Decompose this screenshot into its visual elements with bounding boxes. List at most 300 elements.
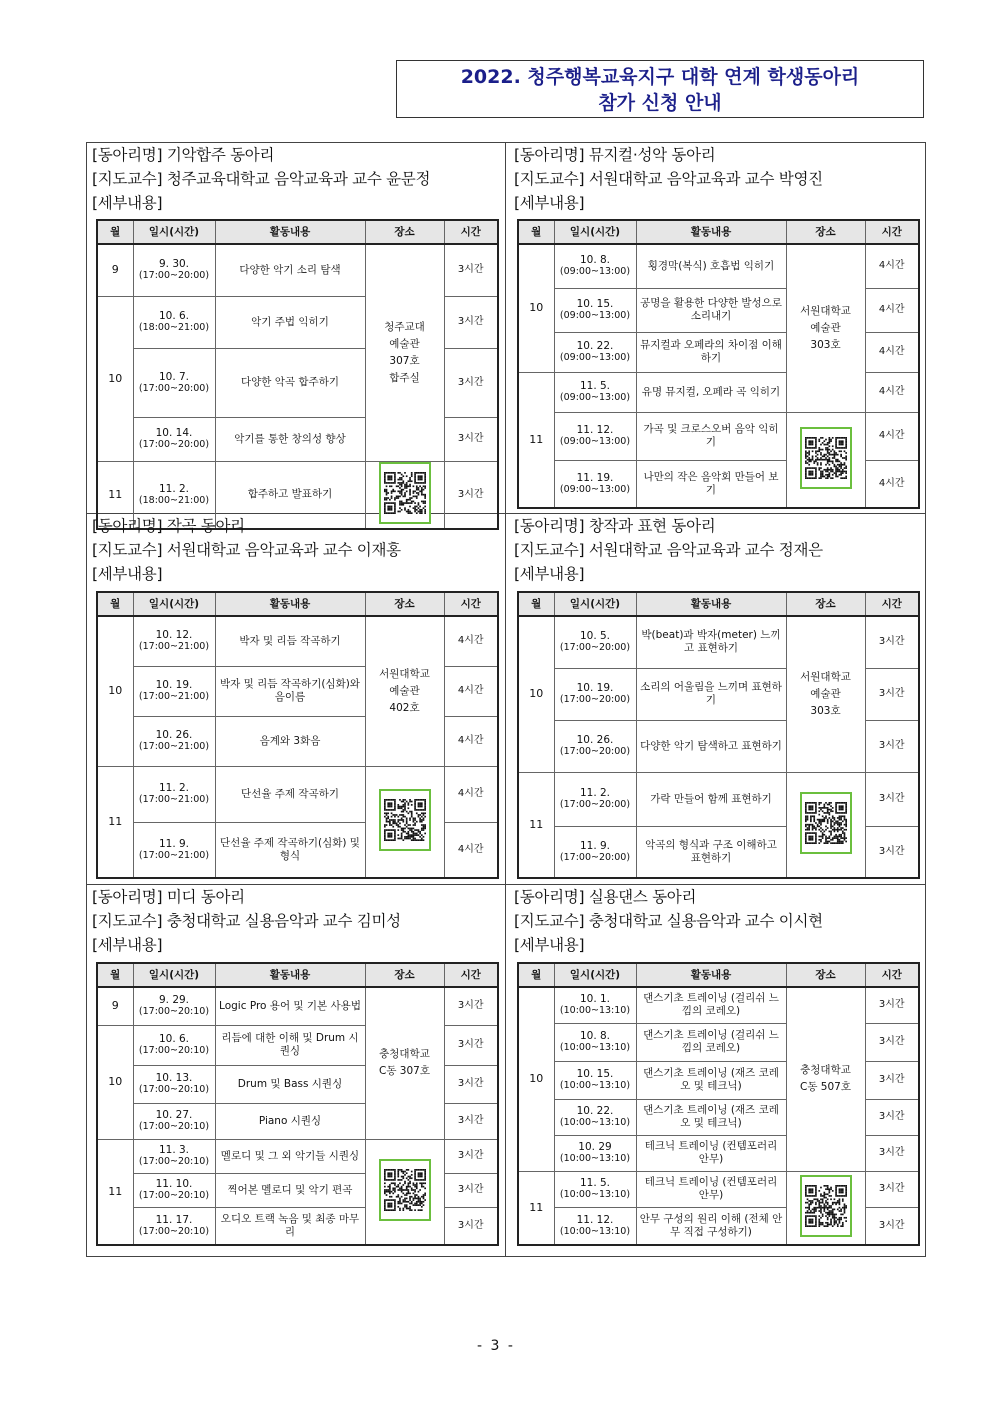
table-header-row <box>97 220 498 244</box>
date-text: 10. 8. <box>579 1030 611 1042</box>
hours-cell: 3시간 <box>444 417 498 461</box>
time-text: (17:00~20:00) <box>138 270 210 282</box>
header-date: 일시(시간) <box>133 963 215 987</box>
activity-cell: 나만의 작은 음악회 만들어 보기 <box>636 460 786 508</box>
date-cell <box>133 1025 215 1065</box>
activity-cell: 댄스기초 트레이닝 (걸리쉬 느낌의 코레오) <box>636 1023 786 1061</box>
month-cell: 11 <box>97 1139 133 1245</box>
activity-cell: 악기를 통한 창의성 향상 <box>215 417 365 461</box>
activity-cell: 악곡의 형식과 구조 이해하고 표현하기 <box>636 826 786 878</box>
activity-cell: 찍어본 멜로디 및 악기 편곡 <box>215 1173 365 1207</box>
time-text: (17:00~21:00) <box>138 794 210 805</box>
table-row <box>97 1139 498 1173</box>
date-cell <box>554 372 636 412</box>
date-text: 11. 10. <box>155 1178 193 1190</box>
hours-cell: 3시간 <box>865 1099 919 1135</box>
hours-cell: 3시간 <box>865 1135 919 1171</box>
table-header-row <box>97 963 498 987</box>
place-line: 303호 <box>810 704 841 717</box>
activity-cell: 댄스기초 트레이닝 (재즈 코레오 및 테크닉) <box>636 1099 786 1135</box>
hours-cell: 4시간 <box>865 460 919 508</box>
club-detail: [세부내용] <box>92 936 163 954</box>
table-header-row <box>518 592 919 616</box>
qr-code-graphic <box>384 467 426 519</box>
activity-cell: 다양한 악기 탐색하고 표현하기 <box>636 720 786 772</box>
date-text: 11. 17. <box>155 1213 193 1226</box>
activity-cell: 합주하고 발표하기 <box>215 461 365 529</box>
place-cell <box>365 987 444 1139</box>
date-cell <box>554 668 636 720</box>
time-text: (17:00~20:10) <box>138 1006 210 1018</box>
time-text: (17:00~20:00) <box>559 642 631 654</box>
activity-cell: 오디오 트랙 녹음 및 최종 마무리 <box>215 1207 365 1245</box>
date-cell <box>133 1103 215 1139</box>
date-text: 11. 12. <box>576 424 614 436</box>
month-cell: 10 <box>97 616 133 766</box>
table-row <box>518 616 919 668</box>
club-advisor: [지도교수] 서원대학교 음악교육과 교수 박영진 <box>514 170 823 188</box>
activity-cell: 테크닉 트레이닝 (컨템포러리 안무) <box>636 1135 786 1171</box>
header-place: 장소 <box>365 592 444 616</box>
time-text: (10:00~13:10) <box>559 1042 631 1053</box>
club-advisor: [지도교수] 충청대학교 실용음악과 교수 이시현 <box>514 912 823 930</box>
date-text: 11. 5. <box>579 380 611 392</box>
time-text: (10:00~13:10) <box>559 1080 631 1091</box>
activity-cell: 공명을 활용한 다양한 발성으로 소리내기 <box>636 288 786 332</box>
hours-cell: 4시간 <box>444 666 498 716</box>
schedule-table <box>96 219 499 530</box>
club-advisor: [지도교수] 충청대학교 실용음악과 교수 김미성 <box>92 912 401 930</box>
hours-cell: 3시간 <box>865 1171 919 1207</box>
activity-cell: 댄스기초 트레이닝 (재즈 코레오 및 테크닉) <box>636 1061 786 1099</box>
date-cell <box>133 1207 215 1245</box>
activity-cell: 가곡 및 크로스오버 음악 익히기 <box>636 412 786 460</box>
date-cell <box>554 1099 636 1135</box>
qr-code-graphic <box>384 794 426 846</box>
date-text: 10. 19. <box>576 682 614 694</box>
qr-code-icon[interactable] <box>379 789 431 851</box>
place-line: C동 307호 <box>379 1065 430 1078</box>
activity-cell: 박자 및 리듬 작곡하기 <box>215 616 365 666</box>
date-cell <box>133 1065 215 1103</box>
table-header-row <box>518 963 919 987</box>
header-activity: 활동내용 <box>215 963 365 987</box>
hours-cell: 3시간 <box>444 1103 498 1139</box>
time-text: (10:00~13:10) <box>559 1005 631 1017</box>
date-cell <box>554 1135 636 1171</box>
hours-cell: 4시간 <box>444 822 498 878</box>
date-cell <box>554 1171 636 1207</box>
hours-cell: 3시간 <box>444 296 498 348</box>
header-place: 장소 <box>365 220 444 244</box>
date-text: 10. 15. <box>576 1068 614 1080</box>
activity-cell: 안무 구성의 원리 이해 (전체 안무 직접 구성하기) <box>636 1207 786 1245</box>
time-text: (17:00~21:00) <box>138 691 210 702</box>
time-text: (17:00~20:00) <box>559 694 631 705</box>
date-text: 10. 15. <box>576 298 614 310</box>
place-line: 충청대학교 <box>800 1064 851 1077</box>
time-text: (17:00~20:10) <box>138 1084 210 1095</box>
header-month: 월 <box>518 963 554 987</box>
date-text: 11. 19. <box>576 471 614 484</box>
place-line: 청주교대 <box>384 320 425 333</box>
club-name: [동아리명] 뮤지컬·성악 동아리 <box>514 146 716 164</box>
schedule-table <box>96 962 499 1246</box>
date-cell <box>133 822 215 878</box>
activity-cell: 가락 만들어 함께 표현하기 <box>636 772 786 826</box>
month-cell: 10 <box>518 244 554 372</box>
time-text: (10:00~13:10) <box>559 1153 631 1164</box>
activity-cell: 뮤지컬과 오페라의 차이점 이해하기 <box>636 332 786 372</box>
hours-cell: 3시간 <box>444 1139 498 1173</box>
date-text: 11. 2. <box>158 782 190 794</box>
date-cell <box>554 987 636 1023</box>
club-detail: [세부내용] <box>514 936 585 954</box>
hours-cell: 4시간 <box>444 766 498 822</box>
hours-cell: 3시간 <box>865 1061 919 1099</box>
place-line: 예술관 <box>389 684 420 697</box>
place-line: C동 507호 <box>800 1081 851 1094</box>
place-line: 예술관 <box>389 337 420 350</box>
club-name: [동아리명] 미디 동아리 <box>92 888 245 906</box>
header-hours: 시간 <box>865 592 919 616</box>
date-text: 9. 29. <box>158 994 190 1007</box>
title-line-2: 참가 신청 안내 <box>598 92 722 114</box>
place-cell <box>786 987 865 1171</box>
time-text: (18:00~21:00) <box>138 494 210 506</box>
activity-cell: 횡경막(복식) 호흡법 익히기 <box>636 244 786 288</box>
date-text: 10. 13. <box>155 1072 193 1084</box>
date-cell <box>554 1023 636 1061</box>
month-cell: 10 <box>97 1025 133 1139</box>
activity-cell: 멜로디 및 그 외 악기들 시퀀싱 <box>215 1139 365 1173</box>
month-cell: 11 <box>97 766 133 878</box>
date-cell <box>554 460 636 508</box>
activity-cell: Drum 및 Bass 시퀀싱 <box>215 1065 365 1103</box>
date-cell <box>133 1173 215 1207</box>
time-text: (09:00~13:00) <box>559 310 631 321</box>
activity-cell: Logic Pro 용어 및 기본 사용법 <box>215 987 365 1025</box>
time-text: (17:00~20:00) <box>138 382 210 394</box>
grid-divider-vertical <box>505 142 506 1257</box>
activity-cell: 단선율 주제 작곡하기 <box>215 766 365 822</box>
header-place: 장소 <box>786 220 865 244</box>
qr-cell <box>365 461 444 529</box>
time-text: (18:00~21:00) <box>138 322 210 333</box>
month-cell: 10 <box>518 987 554 1171</box>
time-text: (17:00~20:00) <box>559 799 631 810</box>
header-month: 월 <box>97 220 133 244</box>
date-cell <box>133 348 215 417</box>
date-cell <box>554 616 636 668</box>
date-text: 10. 19. <box>155 679 193 691</box>
time-text: (17:00~20:00) <box>559 746 631 757</box>
header-place: 장소 <box>365 963 444 987</box>
date-cell <box>554 826 636 878</box>
time-text: (09:00~13:00) <box>559 266 631 278</box>
date-text: 11. 9. <box>158 837 190 850</box>
qr-code-graphic <box>805 1180 847 1232</box>
activity-cell: 박(beat)과 박자(meter) 느끼고 표현하기 <box>636 616 786 668</box>
qr-code-graphic <box>384 1164 426 1216</box>
date-cell <box>554 288 636 332</box>
header-date: 일시(시간) <box>133 220 215 244</box>
date-cell <box>554 244 636 288</box>
header-hours: 시간 <box>865 220 919 244</box>
table-row <box>97 616 498 666</box>
date-text: 10. 8. <box>579 254 611 267</box>
activity-cell: 음계와 3화음 <box>215 716 365 766</box>
activity-cell: Piano 시퀀싱 <box>215 1103 365 1139</box>
date-cell <box>133 716 215 766</box>
header-hours: 시간 <box>865 963 919 987</box>
hours-cell: 3시간 <box>865 616 919 668</box>
qr-code-icon[interactable] <box>379 462 431 524</box>
hours-cell: 4시간 <box>865 332 919 372</box>
date-text: 9. 30. <box>158 258 190 271</box>
header-date: 일시(시간) <box>554 220 636 244</box>
month-cell: 9 <box>97 987 133 1025</box>
header-activity: 활동내용 <box>636 220 786 244</box>
hours-cell: 3시간 <box>444 1025 498 1065</box>
date-text: 10. 26. <box>155 729 193 741</box>
month-cell: 11 <box>518 372 554 508</box>
table-row <box>518 987 919 1023</box>
place-line: 예술관 <box>810 687 841 700</box>
hours-cell: 3시간 <box>444 461 498 529</box>
hours-cell: 4시간 <box>444 616 498 666</box>
hours-cell: 3시간 <box>865 1023 919 1061</box>
place-line: 예술관 <box>810 321 841 334</box>
date-text: 11. 9. <box>579 839 611 852</box>
date-text: 11. 5. <box>579 1177 611 1189</box>
date-cell <box>133 296 215 348</box>
header-place: 장소 <box>786 592 865 616</box>
time-text: (10:00~13:10) <box>559 1117 631 1128</box>
time-text: (17:00~21:00) <box>138 641 210 653</box>
place-line: 서원대학교 <box>800 304 851 317</box>
hours-cell: 3시간 <box>865 826 919 878</box>
hours-cell: 4시간 <box>865 412 919 460</box>
time-text: (09:00~13:00) <box>559 483 631 495</box>
hours-cell: 4시간 <box>444 716 498 766</box>
header-month: 월 <box>518 592 554 616</box>
header-activity: 활동내용 <box>636 963 786 987</box>
place-cell <box>786 616 865 772</box>
header-date: 일시(시간) <box>133 592 215 616</box>
hours-cell: 4시간 <box>865 288 919 332</box>
header-date: 일시(시간) <box>554 592 636 616</box>
date-text: 10. 5. <box>579 630 611 643</box>
date-text: 10. 6. <box>158 310 190 322</box>
qr-cell <box>786 1171 865 1245</box>
time-text: (10:00~13:10) <box>559 1189 631 1200</box>
schedule-table <box>517 962 920 1246</box>
qr-cell <box>365 766 444 878</box>
date-text: 10. 26. <box>576 734 614 746</box>
date-text: 11. 3. <box>158 1144 190 1156</box>
table-header-row <box>97 592 498 616</box>
date-text: 10. 6. <box>158 1033 190 1045</box>
date-cell <box>554 772 636 826</box>
time-text: (17:00~20:10) <box>138 1045 210 1056</box>
hours-cell: 3시간 <box>444 987 498 1025</box>
hours-cell: 3시간 <box>865 720 919 772</box>
qr-code-icon[interactable] <box>800 1175 852 1237</box>
place-line: 서원대학교 <box>800 670 851 683</box>
club-detail: [세부내용] <box>514 194 585 212</box>
activity-cell: 유명 뮤지컬, 오페라 곡 익히기 <box>636 372 786 412</box>
date-cell <box>554 412 636 460</box>
hours-cell: 3시간 <box>444 244 498 296</box>
club-detail: [세부내용] <box>92 565 163 583</box>
date-text: 11. 2. <box>158 482 190 495</box>
time-text: (09:00~13:00) <box>559 352 631 363</box>
qr-code-graphic <box>805 432 847 484</box>
qr-cell <box>786 412 865 508</box>
table-row <box>518 772 919 826</box>
month-cell: 10 <box>97 296 133 461</box>
month-cell: 9 <box>97 244 133 296</box>
place-cell <box>365 244 444 461</box>
activity-cell: 소리의 어울림을 느끼며 표현하기 <box>636 668 786 720</box>
club-advisor: [지도교수] 청주교육대학교 음악교육과 교수 윤문정 <box>92 170 431 188</box>
header-month: 월 <box>97 592 133 616</box>
place-line: 서원대학교 <box>379 667 430 680</box>
header-hours: 시간 <box>444 592 498 616</box>
activity-cell: 악기 주법 익히기 <box>215 296 365 348</box>
date-cell <box>133 417 215 461</box>
table-row <box>518 1171 919 1207</box>
place-line: 307호 <box>389 354 420 367</box>
hours-cell: 3시간 <box>865 668 919 720</box>
hours-cell: 3시간 <box>444 1207 498 1245</box>
time-text: (17:00~20:00) <box>559 851 631 863</box>
date-cell <box>554 332 636 372</box>
document-title <box>396 60 924 118</box>
activity-cell: 다양한 악기 소리 탐색 <box>215 244 365 296</box>
activity-cell: 다양한 악곡 합주하기 <box>215 348 365 417</box>
hours-cell: 3시간 <box>865 772 919 826</box>
table-row <box>518 412 919 460</box>
hours-cell: 4시간 <box>865 372 919 412</box>
activity-cell: 테크닉 트레이닝 (컨템포러리 안무) <box>636 1171 786 1207</box>
time-text: (10:00~13:10) <box>559 1225 631 1237</box>
place-line: 합주실 <box>389 371 420 384</box>
club-advisor: [지도교수] 서원대학교 음악교육과 교수 정재은 <box>514 541 823 559</box>
header-month: 월 <box>518 220 554 244</box>
qr-code-graphic <box>805 797 847 849</box>
place-line: 충청대학교 <box>379 1048 430 1061</box>
place-line: 402호 <box>389 701 420 714</box>
place-line: 303호 <box>810 338 841 351</box>
header-activity: 활동내용 <box>636 592 786 616</box>
month-cell: 10 <box>518 616 554 772</box>
time-text: (17:00~20:10) <box>138 1225 210 1237</box>
date-cell <box>133 1139 215 1173</box>
place-cell <box>786 244 865 412</box>
time-text: (17:00~20:10) <box>138 1121 210 1132</box>
table-row <box>97 244 498 296</box>
time-text: (17:00~21:00) <box>138 741 210 752</box>
club-name: [동아리명] 실용댄스 동아리 <box>514 888 697 906</box>
date-cell <box>133 666 215 716</box>
qr-cell <box>786 772 865 878</box>
schedule-table <box>517 591 920 879</box>
hours-cell: 3시간 <box>444 1065 498 1103</box>
date-text: 10. 7. <box>158 370 190 383</box>
schedule-table <box>517 219 920 509</box>
table-row <box>97 766 498 822</box>
date-text: 10. 22. <box>576 340 614 352</box>
activity-cell: 박자 및 리듬 작곡하기(심화)와 음이름 <box>215 666 365 716</box>
table-row <box>518 244 919 288</box>
schedule-table <box>96 591 499 879</box>
qr-code-icon[interactable] <box>379 1159 431 1221</box>
place-cell <box>365 616 444 766</box>
header-month: 월 <box>97 963 133 987</box>
hours-cell: 3시간 <box>444 1173 498 1207</box>
date-cell <box>554 1061 636 1099</box>
time-text: (17:00~20:00) <box>138 439 210 450</box>
activity-cell: 리듬에 대한 이해 및 Drum 시퀀싱 <box>215 1025 365 1065</box>
date-cell <box>133 616 215 666</box>
hours-cell: 3시간 <box>865 1207 919 1245</box>
table-row <box>97 987 498 1025</box>
header-activity: 활동내용 <box>215 220 365 244</box>
header-activity: 활동내용 <box>215 592 365 616</box>
date-cell <box>554 720 636 772</box>
club-name: [동아리명] 작곡 동아리 <box>92 517 245 535</box>
time-text: (09:00~13:00) <box>559 436 631 447</box>
date-cell <box>554 1207 636 1245</box>
club-name: [동아리명] 창작과 표현 동아리 <box>514 517 716 535</box>
club-name: [동아리명] 기악합주 동아리 <box>92 146 275 164</box>
date-text: 10. 29 <box>578 1141 612 1153</box>
page-number: - 3 - <box>477 1338 515 1354</box>
date-text: 10. 1. <box>579 993 611 1006</box>
club-detail: [세부내용] <box>92 194 163 212</box>
date-text: 10. 27. <box>155 1109 193 1121</box>
date-text: 10. 14. <box>155 427 193 439</box>
month-cell: 11 <box>97 461 133 529</box>
title-line-1: 2022. 청주행복교육지구 대학 연계 학생동아리 <box>460 66 860 88</box>
time-text: (17:00~20:10) <box>138 1156 210 1167</box>
time-text: (17:00~21:00) <box>138 849 210 861</box>
hours-cell: 3시간 <box>444 348 498 417</box>
header-hours: 시간 <box>444 220 498 244</box>
activity-cell: 댄스기초 트레이닝 (걸리쉬 느낌의 코레오) <box>636 987 786 1023</box>
header-date: 일시(시간) <box>554 963 636 987</box>
header-hours: 시간 <box>444 963 498 987</box>
qr-code-icon[interactable] <box>800 792 852 854</box>
club-advisor: [지도교수] 서원대학교 음악교육과 교수 이재홍 <box>92 541 401 559</box>
month-cell: 11 <box>518 1171 554 1245</box>
time-text: (09:00~13:00) <box>559 392 631 403</box>
hours-cell: 4시간 <box>865 244 919 288</box>
date-text: 10. 12. <box>155 629 193 642</box>
date-cell <box>133 244 215 296</box>
month-cell: 11 <box>518 772 554 878</box>
club-detail: [세부내용] <box>514 565 585 583</box>
table-header-row <box>518 220 919 244</box>
hours-cell: 3시간 <box>865 987 919 1023</box>
header-place: 장소 <box>786 963 865 987</box>
time-text: (17:00~20:10) <box>138 1190 210 1201</box>
date-text: 11. 2. <box>579 787 611 799</box>
qr-cell <box>365 1139 444 1245</box>
qr-code-icon[interactable] <box>800 427 852 489</box>
